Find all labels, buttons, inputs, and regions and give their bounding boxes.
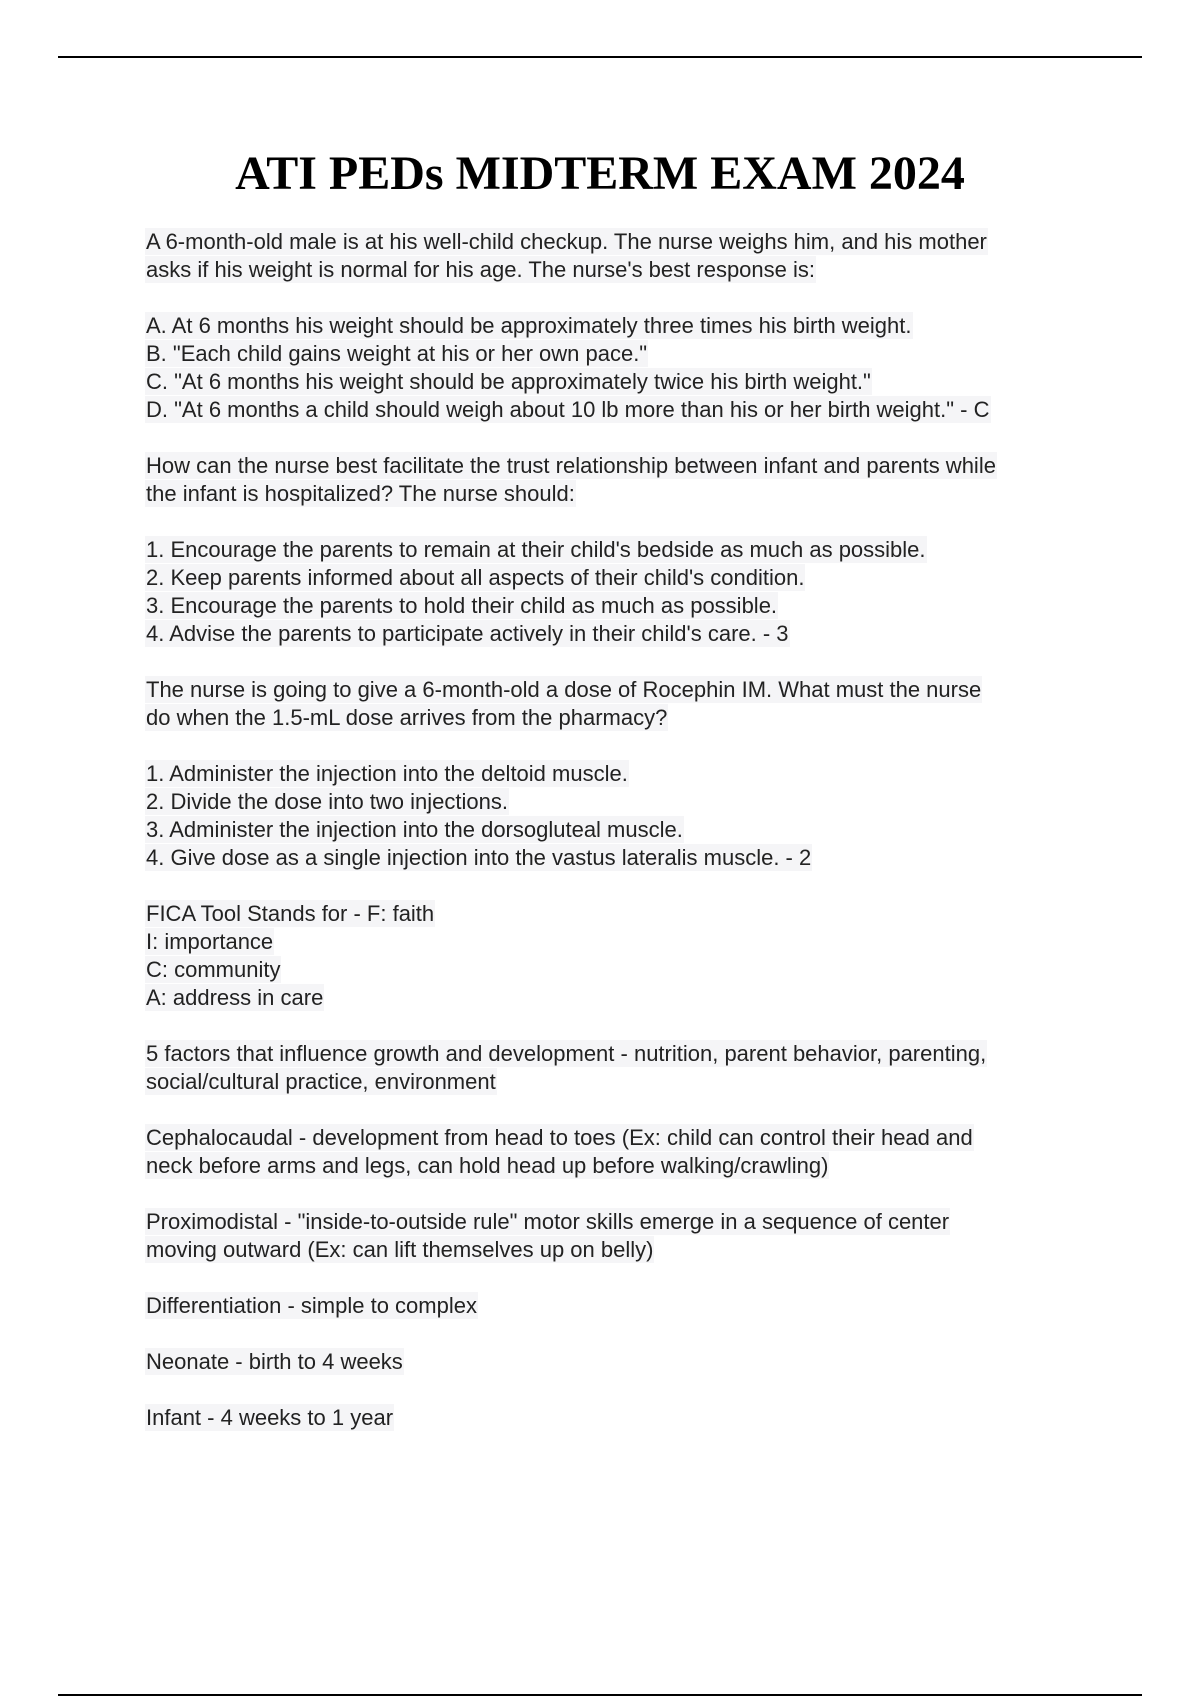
option-line: 4. Advise the parents to participate actively in their child's care. - 3	[146, 621, 789, 646]
text-line: A 6-month-old male is at his well-child checkup. The nurse weighs him, and his mother	[146, 229, 987, 254]
question-1-stem	[146, 228, 1086, 284]
text-line: asks if his weight is normal for his age. The nurse's best response is:	[146, 257, 815, 282]
document-body	[146, 228, 1086, 1460]
document-title: ATI PEDs MIDTERM EXAM 2024	[235, 147, 965, 200]
text-line: do when the 1.5-mL dose arrives from the pharmacy?	[146, 705, 668, 730]
option-line: 4. Give dose as a single injection into the vastus lateralis muscle. - 2	[146, 845, 812, 870]
text-line: Proximodistal - "inside-to-outside rule" motor skills emerge in a sequence of center	[146, 1209, 950, 1234]
option-line: A. At 6 months his weight should be approximately three times his birth weight.	[146, 313, 912, 338]
text-line: 5 factors that influence growth and development - nutrition, parent behavior, parenting,	[146, 1041, 987, 1066]
text-line: social/cultural practice, environment	[146, 1069, 496, 1094]
bottom-divider	[58, 1694, 1142, 1696]
top-divider	[58, 56, 1142, 58]
growth-factors-definition	[146, 1040, 1086, 1096]
differentiation-definition	[146, 1292, 1086, 1320]
proximodistal-definition	[146, 1208, 1086, 1264]
text-line: the infant is hospitalized? The nurse should:	[146, 481, 575, 506]
question-2-stem	[146, 452, 1086, 508]
option-line: B. "Each child gains weight at his or her own pace."	[146, 341, 648, 366]
fica-definition	[146, 900, 1086, 1012]
question-3-stem	[146, 676, 1086, 732]
infant-definition	[146, 1404, 1086, 1432]
text-line: Neonate - birth to 4 weeks	[146, 1349, 403, 1374]
question-2-options	[146, 536, 1086, 648]
question-1-options	[146, 312, 1086, 424]
text-line: I: importance	[146, 929, 274, 954]
text-line: How can the nurse best facilitate the trust relationship between infant and parents while	[146, 453, 996, 478]
option-line: 1. Administer the injection into the deltoid muscle.	[146, 761, 628, 786]
text-line: The nurse is going to give a 6-month-old a dose of Rocephin IM. What must the nurse	[146, 677, 982, 702]
text-line: FICA Tool Stands for - F: faith	[146, 901, 435, 926]
option-line: 1. Encourage the parents to remain at their child's bedside as much as possible.	[146, 537, 926, 562]
text-line: Cephalocaudal - development from head to toes (Ex: child can control their head and	[146, 1125, 973, 1150]
text-line: moving outward (Ex: can lift themselves up on belly)	[146, 1237, 654, 1262]
option-line: 2. Keep parents informed about all aspects of their child's condition.	[146, 565, 805, 590]
question-3-options	[146, 760, 1086, 872]
option-line: D. "At 6 months a child should weigh about 10 lb more than his or her birth weight." - C	[146, 397, 990, 422]
neonate-definition	[146, 1348, 1086, 1376]
text-line: neck before arms and legs, can hold head up before walking/crawling)	[146, 1153, 829, 1178]
cephalocaudal-definition	[146, 1124, 1086, 1180]
text-line: C: community	[146, 957, 281, 982]
text-line: Infant - 4 weeks to 1 year	[146, 1405, 394, 1430]
option-line: 2. Divide the dose into two injections.	[146, 789, 508, 814]
option-line: 3. Encourage the parents to hold their child as much as possible.	[146, 593, 778, 618]
option-line: 3. Administer the injection into the dorsogluteal muscle.	[146, 817, 683, 842]
text-line: Differentiation - simple to complex	[146, 1293, 477, 1318]
option-line: C. "At 6 months his weight should be approximately twice his birth weight."	[146, 369, 871, 394]
text-line: A: address in care	[146, 985, 324, 1010]
